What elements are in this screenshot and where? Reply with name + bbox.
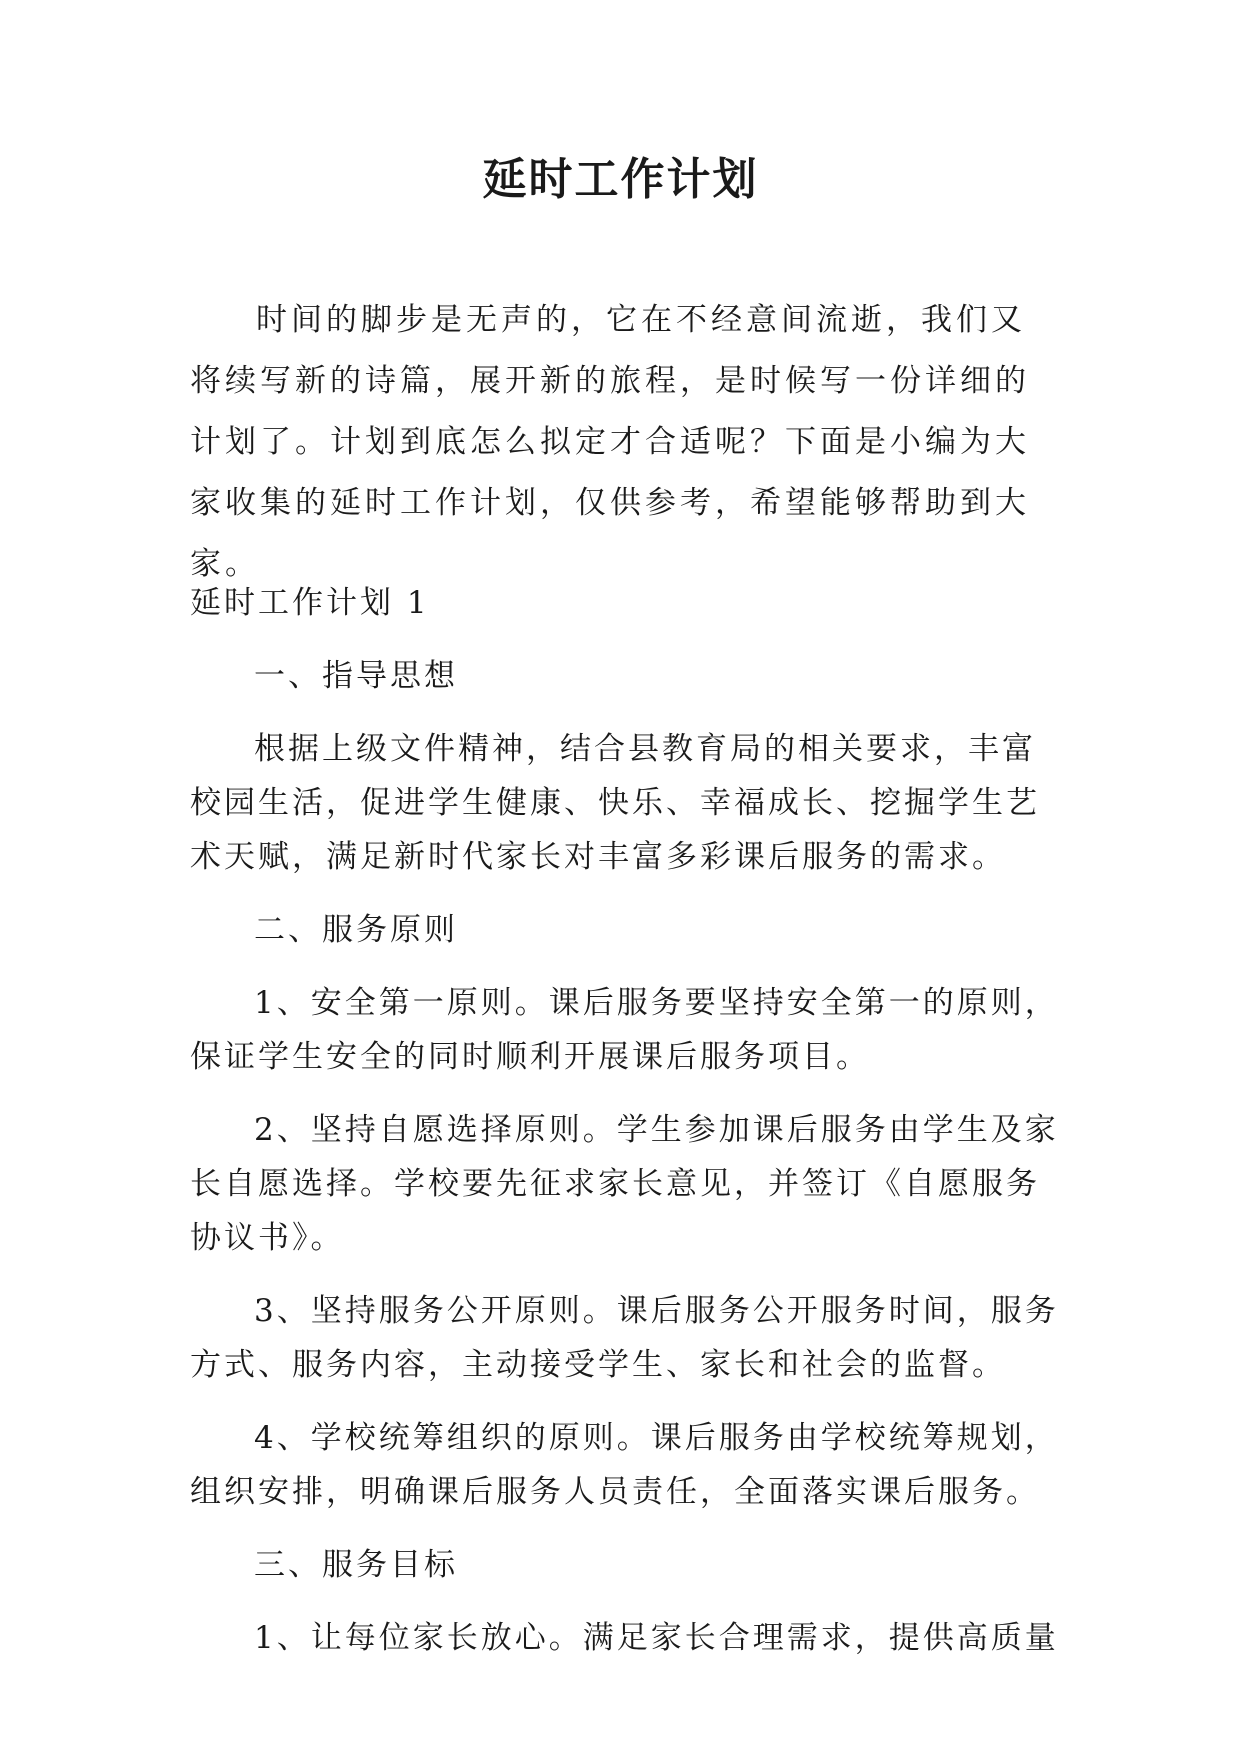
document-title: 延时工作计划 bbox=[482, 154, 759, 205]
section-title: 延时工作计划 1 bbox=[190, 585, 430, 621]
paragraph-principle-openness: 3、坚持服务公开原则。课后服务公开服务时间，服务方式、服务内容，主动接受学生、家长和社会的监督。 bbox=[190, 1293, 1059, 1383]
heading-guiding-ideology: 一、指导思想 bbox=[254, 658, 458, 694]
paragraph-principle-voluntary: 2、坚持自愿选择原则。学生参加课后服务由学生及家长自愿选择。学校要先征求家长意见，并签订《自愿服务协议书》。 bbox=[190, 1112, 1059, 1256]
paragraph-principle-safety: 1、安全第一原则。课后服务要坚持安全第一的原则，保证学生安全的同时顺利开展课后服务项目。 bbox=[190, 985, 1059, 1075]
heading-service-goals: 三、服务目标 bbox=[254, 1547, 458, 1583]
paragraph-guiding-ideology: 根据上级文件精神，结合县教育局的相关要求，丰富校园生活，促进学生健康、快乐、幸福成长、挖掘学生艺术天赋，满足新时代家长对丰富多彩课后服务的需求。 bbox=[190, 731, 1040, 875]
intro-paragraph: 时间的脚步是无声的，它在不经意间流逝，我们又将续写新的诗篇，展开新的旅程，是时候写一份详细的计划了。计划到底怎么拟定才合适呢？下面是小编为大家收集的延时工作计划，仅供参考，希望能够帮助到大家。 bbox=[190, 302, 1030, 582]
paragraph-principle-coordination: 4、学校统筹组织的原则。课后服务由学校统筹规划，组织安排，明确课后服务人员责任，全面落实课后服务。 bbox=[190, 1420, 1059, 1510]
document-body bbox=[190, 576, 1060, 1684]
paragraph-goal-parents: 1、让每位家长放心。满足家长合理需求，提供高质量 bbox=[254, 1620, 1059, 1656]
heading-service-principles: 二、服务原则 bbox=[254, 912, 458, 948]
